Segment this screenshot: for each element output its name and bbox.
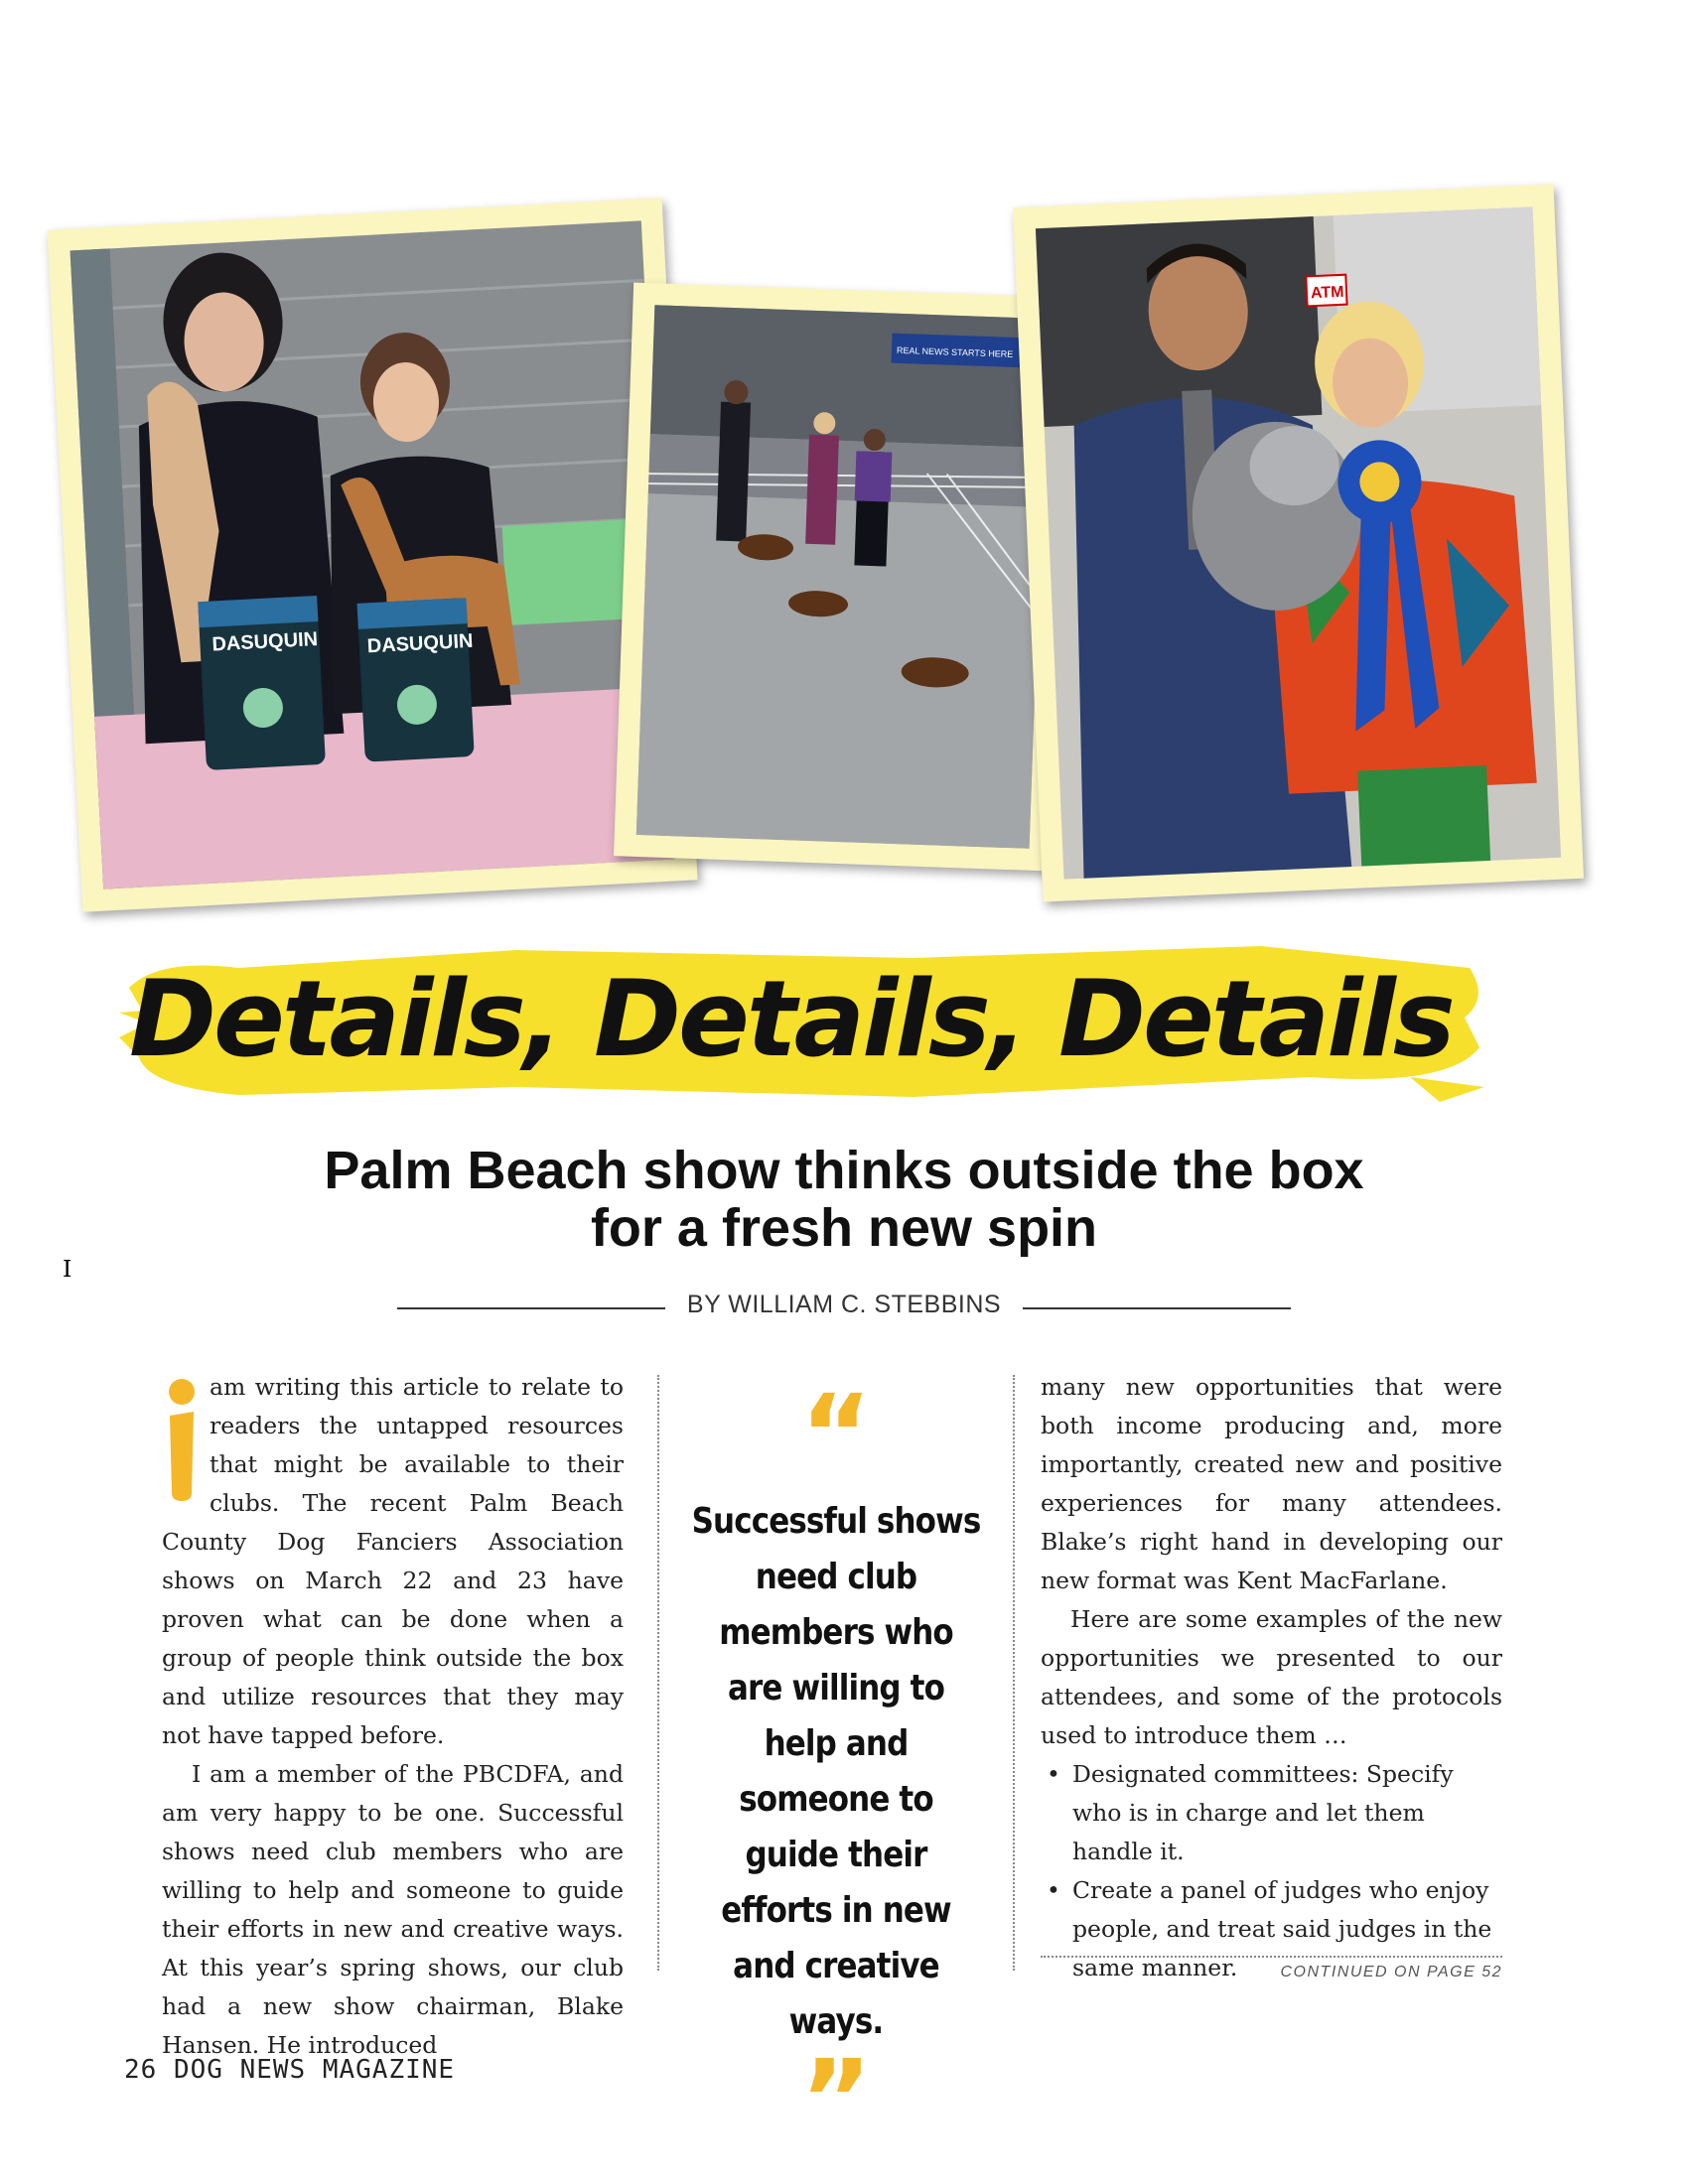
drop-cap-text: I xyxy=(63,1255,72,1283)
page-footer: 26 DOG NEWS MAGAZINE xyxy=(124,2055,456,2085)
article-paragraph-2: I am a member of the PBCDFA, and am very happy to be one. Successful shows need club members who are willing to help and someone to guide their efforts in new and creative ways. At this year’s spring shows, our club had a new show chairman, Blake Hansen. He introduced xyxy=(162,1760,624,2059)
pull-quote-text: Successful shows need club members who are willing to help and someone to guide their efforts in new and creative ways. xyxy=(691,1501,981,2042)
subheadline-line-2: for a fresh new spin xyxy=(590,1198,1098,1258)
article-paragraph-3: many new opportunities that were both income producing and, more importantly, created new and positive experiences for many attendees. Blake’s right hand in developing our new format was Kent MacFarlane. xyxy=(1041,1373,1502,1594)
bullet-item: • Designated committees: Specify who is in charge and let them handle it. xyxy=(1041,1755,1502,1871)
photo-dachshund-ring-image xyxy=(636,305,1048,848)
column-divider-right xyxy=(1013,1375,1015,1971)
headline: Details, Details, Details xyxy=(129,958,1453,1080)
photo-schnauzer-ribbon-image xyxy=(1036,206,1561,879)
continued-on-page: CONTINUED ON PAGE 52 xyxy=(1280,1964,1502,1980)
photo-dachshund-ring xyxy=(614,282,1070,871)
pull-quote xyxy=(667,1371,1005,2163)
continued-rule xyxy=(1041,1956,1502,1958)
subheadline-line-1: Palm Beach show thinks outside the box xyxy=(324,1141,1364,1200)
atm-sign: ATM xyxy=(1310,283,1344,303)
byline-text: BY WILLIAM C. STEBBINS xyxy=(686,1291,1002,1318)
subheadline xyxy=(199,1142,1489,1257)
column-divider-left xyxy=(657,1375,659,1971)
article-paragraph-4: Here are some examples of the new opportunities we presented to our attendees, and some of the protocols used to introduce them … xyxy=(1041,1605,1502,1749)
byline xyxy=(397,1291,1291,1324)
photo-women-with-greyhounds xyxy=(47,198,697,912)
quote-close-icon: ” xyxy=(799,2036,873,2163)
article-column-1 xyxy=(63,1255,624,2065)
bag-label-1: DASUQUIN xyxy=(211,628,319,656)
photo-women-with-greyhounds-image xyxy=(70,220,675,888)
bag-label-2: DASUQUIN xyxy=(366,629,474,658)
arena-banner: REAL NEWS STARTS HERE xyxy=(896,344,1014,359)
bullet-item: • Create a panel of judges who enjoy people, and treat said judges in the same manner. xyxy=(1041,1871,1502,1987)
article-column-3 xyxy=(1041,1368,1502,1987)
quote-open-icon: “ xyxy=(799,1371,873,1498)
byline-rule-left xyxy=(397,1307,665,1309)
byline-rule-right xyxy=(1023,1307,1291,1309)
photo-schnauzer-ribbon xyxy=(1013,184,1584,901)
article-paragraph-1: am writing this article to relate to readers the untapped resources that might be available to their clubs. The recent Palm Beach County Dog Fanciers Association shows on March 22 and 23 have proven what can be done when a group of people think outside the box and utilize resources that they may not have tapped before. xyxy=(162,1373,624,1749)
bullet-list xyxy=(1041,1755,1502,1987)
drop-cap-letter xyxy=(63,1255,202,1503)
